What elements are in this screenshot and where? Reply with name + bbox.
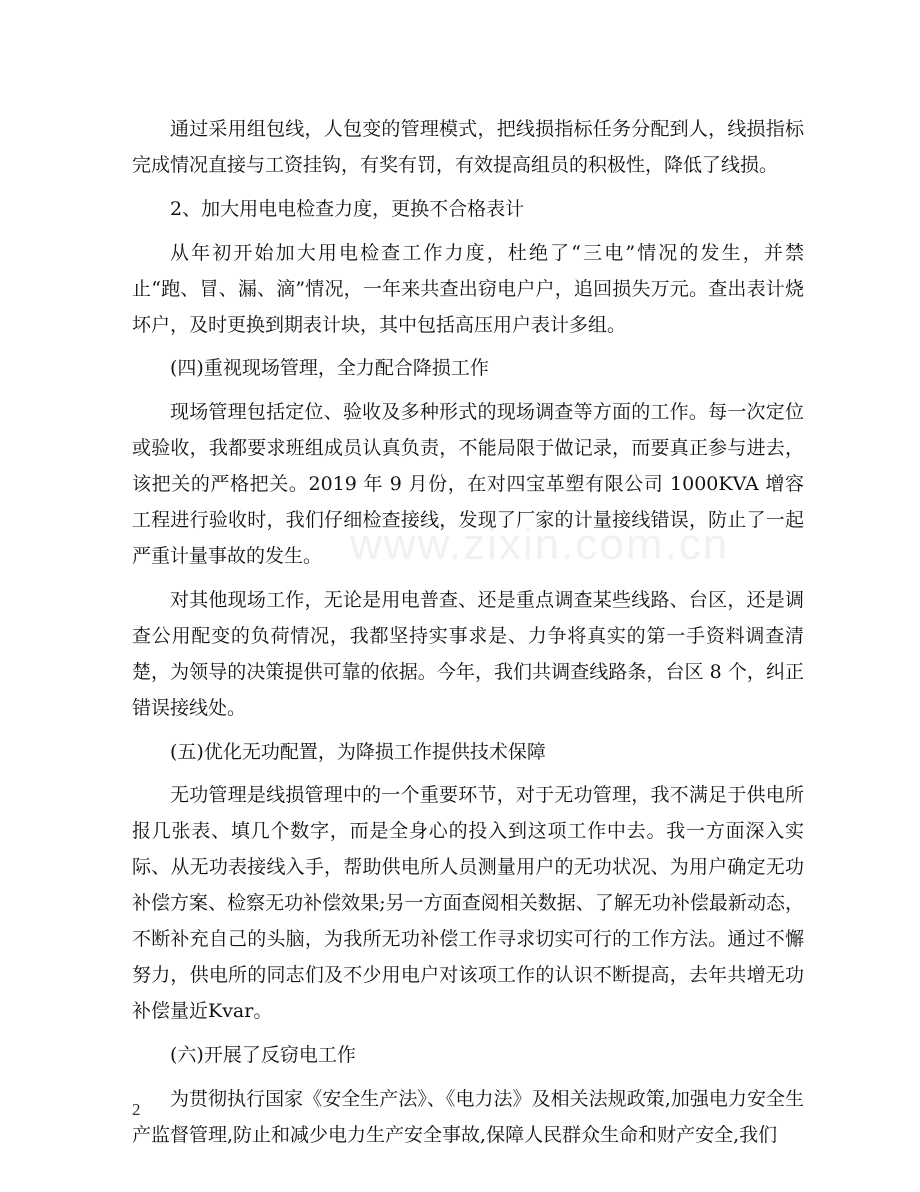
paragraph-6: 对其他现场工作，无论是用电普查、还是重点调查某些线路、台区，还是调查公用配变的负荷情况，我都坚持实事求是、力争将真实的第一手资料调查清楚，为领导的决策提供可靠的依据。今年，我们共调查线路条，台区 8 个，纠正错误接线处。 [132, 588, 804, 719]
paragraph-8: 无功管理是线损管理中的一个重要环节，对于无功管理，我不满足于供电所报几张表、填几个数字，而是全身心的投入到这项工作中去。我一方面深入实际、从无功表接线入手，帮助供电所人员测量用户的无功状况、为用户确定无功补偿方案、检察无功补偿效果;另一方面查阅相关数据、了解无功补偿最新动态，不断补充自己的头脑，为我所无功补偿工作寻求切实可行的工作方法。通过不懈努力，供电所的同志们及不少用电户对该项工作的认识不断提高，去年共增无功补偿量近Kvar。 [132, 784, 804, 1022]
paragraph-2: 2、加大用电电检查力度，更换不合格表计 [170, 197, 525, 220]
paragraph-4: (四)重视现场管理，全力配合降损工作 [170, 357, 489, 380]
document-body [132, 112, 804, 1153]
paragraph-3: 从年初开始加大用电检查工作力度，杜绝了“三电”情况的发生，并禁止“跑、冒、漏、滴”情况，一年来共查出窃电户户，追回损失万元。查出表计烧坏户，及时更换到期表计块，其中包括高压用户表计多组。 [132, 241, 804, 336]
paragraph-7: (五)优化无功配置，为降损工作提供技术保障 [170, 740, 546, 763]
paragraph-5: 现场管理包括定位、验收及多种形式的现场调查等方面的工作。每一次定位或验收，我都要求班组成员认真负责，不能局限于做记录，而要真正参与进去，该把关的严格把关。2019 年 9 月份，在对四宝革塑有限公司 1000KVA 增容工程进行验收时，我们仔细检查接线，发现了厂家的计量接线错误，防止了一起严重计量事故的发生。 [132, 401, 804, 567]
paragraph-10: 为贯彻执行国家《安全生产法》、《电力法》及相关法规政策,加强电力安全生产监督管理,防止和减少电力生产安全事故,保障人民群众生命和财产安全,我们 [132, 1087, 804, 1146]
page-number: 2 [132, 1100, 141, 1119]
watermark: www.zixin.com.cn [350, 520, 730, 569]
paragraph-1: 通过采用组包线，人包变的管理模式，把线损指标任务分配到人，线损指标完成情况直接与工资挂钩，有奖有罚，有效提高组员的积极性，降低了线损。 [132, 118, 804, 176]
paragraph-9: (六)开展了反窃电工作 [170, 1043, 356, 1066]
